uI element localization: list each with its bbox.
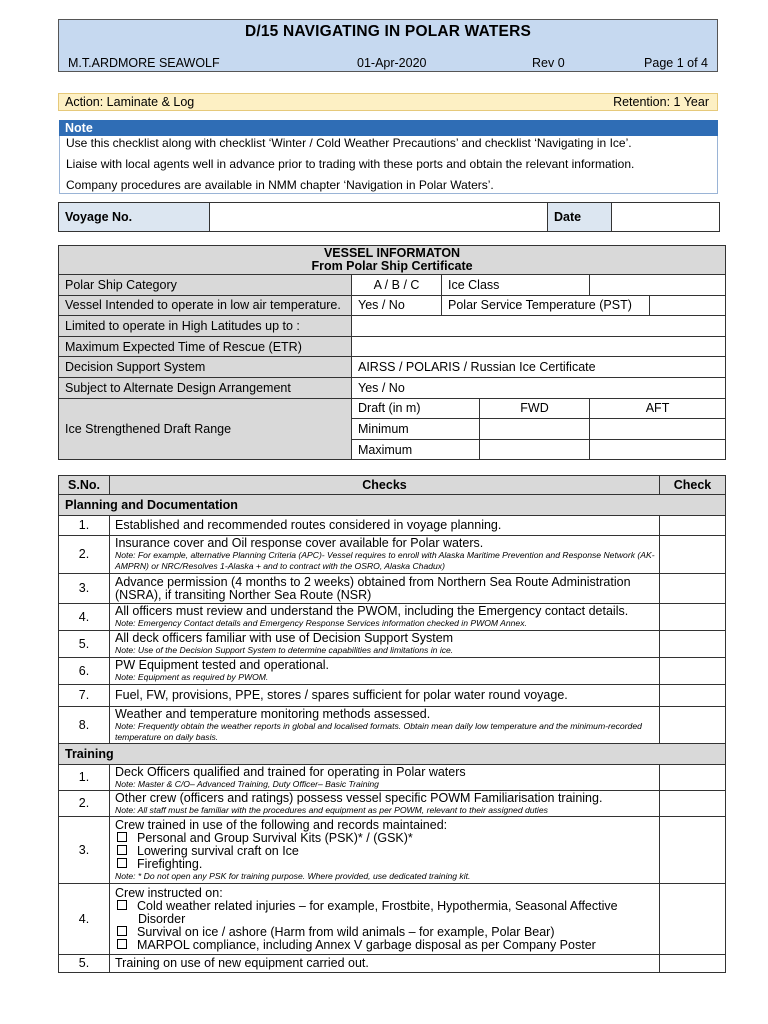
checks-table xyxy=(58,475,726,973)
bullet-item: Cold weather related injuries – for example, Frostbite, Hypothermia, Seasonal Affective xyxy=(115,900,657,913)
decision-support-value[interactable]: AIRSS / POLARIS / Russian Ice Certificate xyxy=(352,357,726,378)
checkbox-icon xyxy=(117,845,127,855)
item-number: 2. xyxy=(59,536,110,574)
item-note: Note: Emergency Contact details and Emergency Response Services information checked in PWOM Annex. xyxy=(115,618,527,628)
document-date: 01-Apr-2020 xyxy=(357,56,427,70)
etr-field[interactable] xyxy=(352,336,726,357)
etr-label: Maximum Expected Time of Rescue (ETR) xyxy=(59,336,352,357)
maximum-aft-field[interactable] xyxy=(590,439,726,460)
table-row xyxy=(59,955,726,973)
item-note: Note: * Do not open any PSK for training purpose. Where provided, use dedicated training kit. xyxy=(115,870,471,881)
item-number: 3. xyxy=(59,817,110,884)
low-air-temp-value[interactable]: Yes / No xyxy=(352,295,442,316)
vessel-info-title: VESSEL INFORMATON xyxy=(323,246,461,260)
date-field[interactable] xyxy=(612,203,720,232)
table-row xyxy=(59,791,726,817)
item-number: 6. xyxy=(59,658,110,685)
high-latitudes-label: Limited to operate in High Latitudes up to : xyxy=(59,316,352,337)
vessel-info-subtitle: From Polar Ship Certificate xyxy=(311,259,473,273)
item-text: Advance permission (4 months to 2 weeks) obtained from Northern Sea Route Administration (NSRA), if transiting Norther Sea Route (NSR) xyxy=(115,574,631,602)
check-header: Check xyxy=(660,476,726,495)
table-row xyxy=(59,604,726,631)
aft-label: AFT xyxy=(590,398,726,419)
item-number: 1. xyxy=(59,516,110,536)
item-number: 8. xyxy=(59,707,110,744)
item-text: Weather and temperature monitoring methods assessed. xyxy=(115,706,431,721)
table-row xyxy=(59,516,726,536)
note-line: Liaise with local agents well in advance prior to trading with these ports and obtain the relevant information. xyxy=(66,157,635,171)
action-bar xyxy=(58,93,718,111)
check-cell[interactable] xyxy=(660,765,726,791)
checkbox-icon xyxy=(117,939,127,949)
minimum-label: Minimum xyxy=(352,419,480,440)
check-cell[interactable] xyxy=(660,604,726,631)
item-text: Established and recommended routes considered in voyage planning. xyxy=(115,518,502,532)
alternate-design-label: Subject to Alternate Design Arrangement xyxy=(59,377,352,398)
item-note: Note: Frequently obtain the weather reports in global and localised formats. Obtain mean daily low temperature and the minimum-recorded temperature on daily basis. xyxy=(115,720,642,742)
minimum-aft-field[interactable] xyxy=(590,419,726,440)
bullet-item: Firefighting. xyxy=(115,858,657,871)
action-label: Action: Laminate & Log xyxy=(65,95,195,109)
pst-field[interactable] xyxy=(650,295,726,316)
note-line: Company procedures are available in NMM chapter ‘Navigation in Polar Waters’. xyxy=(66,178,494,192)
check-cell[interactable] xyxy=(660,707,726,744)
item-number: 5. xyxy=(59,631,110,658)
item-note: Note: Equipment as required by PWOM. xyxy=(115,672,269,682)
polar-ship-category-label: Polar Ship Category xyxy=(59,275,352,296)
item-text: All deck officers familiar with use of Decision Support System xyxy=(115,631,454,645)
ice-class-field[interactable] xyxy=(590,275,726,296)
item-text: Deck Officers qualified and trained for operating in Polar waters xyxy=(115,764,466,779)
revision: Rev 0 xyxy=(532,56,565,70)
note-box xyxy=(59,136,718,194)
check-cell[interactable] xyxy=(660,574,726,604)
item-text: All officers must review and understand the PWOM, including the Emergency contact details. xyxy=(115,604,629,618)
bullet-item: Personal and Group Survival Kits (PSK)* / (GSK)* xyxy=(115,832,657,845)
document-header xyxy=(58,19,718,72)
low-air-temp-label: Vessel Intended to operate in low air temperature. xyxy=(59,295,352,316)
fwd-label: FWD xyxy=(480,398,590,419)
bullet-continuation: Disorder xyxy=(138,911,186,926)
date-label: Date xyxy=(548,203,612,232)
check-cell[interactable] xyxy=(660,685,726,707)
check-cell[interactable] xyxy=(660,817,726,884)
draft-range-label: Ice Strengthened Draft Range xyxy=(59,398,352,460)
table-row xyxy=(59,536,726,574)
item-number: 7. xyxy=(59,685,110,707)
draft-label: Draft (in m) xyxy=(352,398,480,419)
bullet-item: MARPOL compliance, including Annex V garbage disposal as per Company Poster xyxy=(115,939,657,952)
checks-header: Checks xyxy=(110,476,660,495)
item-note: Note: Master & C/O– Advanced Training, Duty Officer– Basic Training xyxy=(115,778,379,789)
alternate-design-value[interactable]: Yes / No xyxy=(352,377,726,398)
bullet-item: Survival on ice / ashore (Harm from wild animals – for example, Polar Bear) xyxy=(115,926,657,939)
voyage-table xyxy=(58,202,720,232)
item-text: Other crew (officers and ratings) possess vessel specific POWM Familiarisation training. xyxy=(115,790,603,805)
item-number: 3. xyxy=(59,574,110,604)
item-number: 4. xyxy=(59,604,110,631)
item-number: 4. xyxy=(59,884,110,955)
high-latitudes-field[interactable] xyxy=(352,316,726,337)
check-cell[interactable] xyxy=(660,955,726,973)
pst-label: Polar Service Temperature (PST) xyxy=(442,295,650,316)
note-heading: Note xyxy=(59,120,718,136)
item-text: Training on use of new equipment carried out. xyxy=(115,956,369,970)
item-text: Crew instructed on: xyxy=(115,885,223,900)
document-title: D/15 NAVIGATING IN POLAR WATERS xyxy=(244,23,532,40)
checkbox-icon xyxy=(117,926,127,936)
check-cell[interactable] xyxy=(660,791,726,817)
checkbox-icon xyxy=(117,858,127,868)
section-planning: Planning and Documentation xyxy=(59,495,726,516)
minimum-fwd-field[interactable] xyxy=(480,419,590,440)
voyage-no-field[interactable] xyxy=(210,203,548,232)
item-note: Note: Use of the Decision Support System to determine capabilities and limitations in ice. xyxy=(115,645,454,655)
table-row xyxy=(59,631,726,658)
item-note: Note: All staff must be familiar with the procedures and equipment as per POWM, relevant to their assigned duties xyxy=(115,804,548,815)
check-cell[interactable] xyxy=(660,516,726,536)
decision-support-label: Decision Support System xyxy=(59,357,352,378)
item-text: PW Equipment tested and operational. xyxy=(115,658,330,672)
item-number: 1. xyxy=(59,765,110,791)
bullet-item: Lowering survival craft on Ice xyxy=(115,845,657,858)
item-text: Crew trained in use of the following and records maintained: xyxy=(115,817,448,832)
ice-class-label: Ice Class xyxy=(442,275,590,296)
checkbox-icon xyxy=(117,832,127,842)
item-note: Note: For example, alternative Planning Criteria (APC)- Vessel requires to enroll with Alaska Maritime Prevention and Response Network (AK-AMPRN) or NRC/Resolves 1-Alaska + and to contract with the OSRO, Alaska Chadux) xyxy=(115,550,655,571)
check-cell[interactable] xyxy=(660,536,726,574)
retention-label: Retention: 1 Year xyxy=(613,95,709,109)
check-cell[interactable] xyxy=(660,884,726,955)
table-row xyxy=(59,658,726,685)
voyage-no-label: Voyage No. xyxy=(59,203,210,232)
vessel-name: M.T.ARDMORE SEAWOLF xyxy=(68,56,220,70)
polar-ship-category-value[interactable]: A / B / C xyxy=(352,275,442,296)
check-cell[interactable] xyxy=(660,658,726,685)
table-row xyxy=(59,707,726,744)
table-row xyxy=(59,685,726,707)
vessel-info-heading xyxy=(59,246,726,275)
vessel-info-table xyxy=(58,245,726,460)
page-number: Page 1 of 4 xyxy=(644,56,708,70)
maximum-fwd-field[interactable] xyxy=(480,439,590,460)
table-row xyxy=(59,817,726,884)
section-training: Training xyxy=(59,744,726,765)
maximum-label: Maximum xyxy=(352,439,480,460)
sno-header: S.No. xyxy=(59,476,110,495)
item-number: 2. xyxy=(59,791,110,817)
item-number: 5. xyxy=(59,955,110,973)
table-row xyxy=(59,884,726,955)
checkbox-icon xyxy=(117,900,127,910)
table-row xyxy=(59,765,726,791)
item-text: Insurance cover and Oil response cover available for Polar waters. xyxy=(115,536,484,550)
item-text: Fuel, FW, provisions, PPE, stores / spares sufficient for polar water round voyage. xyxy=(115,688,568,702)
check-cell[interactable] xyxy=(660,631,726,658)
table-row xyxy=(59,574,726,604)
note-line: Use this checklist along with checklist ‘Winter / Cold Weather Precautions’ and checklist ‘Navigating in Ice’. xyxy=(66,136,632,150)
